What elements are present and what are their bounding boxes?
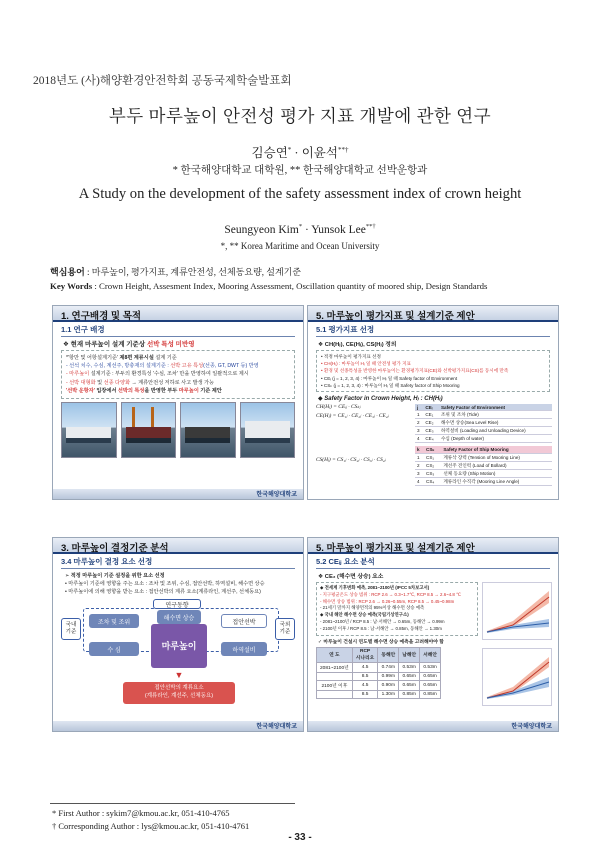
table-cell: 해수면 상승(Sea Level Rise) (439, 419, 552, 427)
slide-title: 5. 마루높이 평가지표 및 설계기준 제안 (308, 306, 558, 322)
table-cell: CS₃ (424, 470, 441, 478)
ship-photo (61, 402, 117, 458)
table-cell (317, 672, 353, 680)
table-cell: 계류라인 수직각 (Mooring Line Angle) (441, 478, 552, 486)
table-header-cell: 남해안 (399, 647, 420, 662)
table-cell: CE₃ (423, 427, 439, 435)
environment-factor-table (415, 404, 552, 443)
port-photo (121, 402, 177, 458)
sea-level-table (316, 647, 441, 699)
table-row (415, 478, 552, 486)
domestic-standard-node: 국내 기준 (61, 618, 81, 640)
ship-photo (240, 402, 296, 458)
factor-diagram (61, 598, 295, 716)
table-cell (317, 690, 353, 698)
slide-point: ❖ CH(Hⱼ), CE(Hⱼ), CS(Hⱼ) 정의 (318, 342, 397, 348)
university-logo: 한국해양대학교 (511, 724, 552, 730)
table-row (317, 680, 441, 690)
table-header-cell: k (415, 446, 424, 454)
table-row (317, 672, 441, 680)
university-logo: 한국해양대학교 (256, 724, 297, 730)
affiliation-english: *, ** Korea Maritime and Ocean University (220, 241, 380, 251)
slide-point: ❖ CE₂ (해수면 상승) 요소 (318, 574, 384, 580)
table-header-cell: CSₖ (424, 446, 441, 454)
water-depth-node: 수 심 (89, 642, 139, 656)
table-cell: 4 (415, 478, 424, 486)
ship-photos (61, 402, 295, 458)
table-cell: 0.99m (378, 672, 399, 680)
table-cell: 0.65m (420, 680, 441, 690)
keywords-korean: 핵심용어 : 마루높이, 평가지표, 계류안전성, 선체동요량, 설계기준 (50, 267, 302, 277)
factor-list: ➢ 적정 마루높이 기준 설정을 위한 요소 선정 • 마루높이 기준에 영향을 주는 요소 : 조차 및 조위, 수심, 접안선박, 하역설비, 해수면 상승 • 마루높이에 의해 영향을 받는 요소 : 접안선박의 계류 요소(계류라인, 계선주, 선체동요) (65, 573, 265, 595)
table-cell: 0.90m (378, 680, 399, 690)
safety-factor-heading: ◆ Safety Factor in Crown Height, Hⱼ : CH(Hⱼ) (318, 396, 443, 403)
table-cell: CE₄ (423, 435, 439, 443)
mooring-element-node: 접안선박의 계류요소 (계류라인, 계선주, 선체동요) (123, 682, 235, 704)
table-cell: 수심 (Depth of water) (439, 435, 552, 443)
table-cell: 0.85m (399, 690, 420, 698)
table-cell: 3 (415, 470, 424, 478)
table-header-cell: Safety Factor of Ship Mooring (441, 446, 552, 454)
sea-level-chart (482, 648, 552, 706)
table-header-cell: CEᵢ (423, 404, 439, 411)
slide-point: ❖ 현재 마루높이 설계 기준상 선박 특성 미반영 (63, 341, 195, 348)
table-cell: 4 (415, 435, 423, 443)
definition-box: • 적정 마루높이 평가지표 선정 • CH(Hⱼ) : 마루높이 Hⱼ 일 때 안전성 평가 지표 • 환경 및 선종특성을 반영한 마루높이는 환경평가지표(CE)와 선박평가지표(CS)를 동시에 만족 • CEᵢ (j = 1, 2, 3, 4) : 마루높이 Hⱼ 일 때 Safety factor of Environment • CSₖ (j = 1, 2, 3, 4) : 마루높이 Hⱼ 일 때 Safety factor of Ship Mooring (316, 350, 550, 392)
footnote-first-author: * First Author : sykim7@kmou.ac.kr, 051-410-4765 (52, 808, 230, 818)
table-cell: 하역설비 (Loading and Unloading Device) (439, 427, 552, 435)
table-row (415, 419, 552, 427)
table-cell: 계선주 견인력 (Load of Bollard) (441, 462, 552, 470)
table-cell: 0.65m (420, 672, 441, 680)
slide-subtitle: 5.2 CEᵢⱼ 요소 분석 (316, 557, 375, 566)
foreign-standard-node: 국외 기준 (275, 618, 295, 640)
slide-title: 1. 연구배경 및 목적 (53, 306, 303, 322)
cargo-device-node: 하역설비 (221, 642, 267, 656)
slide-research-background (52, 305, 304, 500)
table-cell: CE₁ (423, 411, 439, 419)
table-cell: 0.53m (420, 662, 441, 672)
table-cell: 1 (415, 454, 424, 462)
table-header-cell: 서해안 (420, 647, 441, 662)
table-cell: 선체 동요량 (Ship Motion) (441, 470, 552, 478)
table-row (415, 470, 552, 478)
table-cell: 0.53m (399, 662, 420, 672)
table-row (415, 462, 552, 470)
table-cell: 0.74m (378, 662, 399, 672)
table-row (415, 454, 552, 462)
table-cell: CS₄ (424, 478, 441, 486)
table-cell: 1 (415, 411, 423, 419)
table-cell: 2100년 이후 (317, 680, 353, 690)
sea-level-box: ◆ 전세계 기후변화 예측, 2081~2100년 (IPCC 5차보고서) - 지구평균온도 상승 범위 : RCP 2.6 → 0.3~1.7℃, RCP 8.5 → 2.6~4.8 ℃ - 해수면 상승 범위 : RCP 2.6 → 0.26~0.55m, RCP 8.5 → 0.45~0.98m - 21세기 말까지 해양면적의 95%이상 해수면 상승 예측 ◆ 국내 해안 해수면 상승 예측(국립기상연구소) - 2081~2100년 / RCP 8.5 : 남·서해안 → 0.65m, 동해안 → 0.99m - 2100년 이후 / RCP 8.5 : 남·서해안 → 0.85m, 동해안 → 1.30m (316, 582, 478, 636)
arrow-down-icon: ▼ (174, 670, 184, 680)
title-korean: 부두 마루높이 안전성 평가 지표 개발에 관한 연구 (108, 106, 492, 126)
table-row (415, 427, 552, 435)
slide-subtitle: 3.4 마루높이 결정 요소 선정 (61, 557, 153, 566)
table-cell: 4.5 (352, 680, 378, 690)
sea-level-node: 해수면 상승 (157, 610, 201, 624)
table-cell: 조위 및 조차 (Tide) (439, 411, 552, 419)
sea-level-charts (482, 582, 552, 711)
footnote-corresponding-author: † Corresponding Author : lys@kmou.ac.kr, 051-410-4761 (52, 821, 250, 831)
table-header-cell: j (415, 404, 423, 411)
formula-ce: CE(Hⱼ) = CE₁ⱼ · CE₂ⱼ · CE₃ⱼ · CE₄ⱼ (316, 413, 389, 420)
table-header-cell: Safety Factor of Environment (439, 404, 552, 411)
table-row (317, 662, 441, 672)
slide-subtitle: 1.1 연구 배경 (61, 325, 105, 334)
table-header-cell: RCP 시나리오 (352, 647, 378, 662)
table-cell: 2081~2100년 (317, 662, 353, 672)
table-cell: 2 (415, 419, 423, 427)
slide-crown-height-criteria (52, 537, 304, 732)
berthing-ship-node: 접안선박 (221, 614, 267, 628)
table-header-cell: 동해안 (378, 647, 399, 662)
table-cell: CS₂ (424, 462, 441, 470)
mooring-factor-table (415, 446, 552, 486)
table-cell: 4.5 (352, 662, 378, 672)
table-header-cell: 연 도 (317, 647, 353, 662)
table-row (415, 411, 552, 419)
authors-korean: 김승연* · 이윤석**† (251, 145, 349, 160)
slide-subtitle: 5.1 평가지표 선정 (316, 325, 375, 334)
slide-ce-analysis (307, 537, 559, 732)
slide-index-selection (307, 305, 559, 500)
formula-ch: CH(Hⱼ) = CEᵢⱼ · CSₖⱼ (316, 404, 361, 411)
table-cell: 1.30m (378, 690, 399, 698)
table-cell: 계류삭 장력 (Tension of Mooring Line) (441, 454, 552, 462)
title-english: A Study on the development of the safety assessment index of crown height (78, 186, 522, 202)
conclusion-note: ✓ 마루높이 건설시 연도별 해수면 상승 예측을 고려해야야 함 (318, 639, 444, 645)
conference-header: 2018년도 (사)해양환경안전학회 공동국제학술발표회 (33, 75, 292, 87)
slide-title: 3. 마루높이 결정기준 분석 (53, 538, 303, 554)
ship-photo (180, 402, 236, 458)
background-box: *'항만 및 어항설계기준' 제8편 계류시설 설계 기준 - 선석 치수, 수심, 계선주, 방충재의 설계기준 : 선박 고유 특성(선종, GT, DWT 등) 반영 - 마루높이 설계기준 : 부두의 환경특성 '수심, 조차' 만을 반영하여 일괄적으로 제시 - 선박 대형화 및 선종 다양화 → 계류안전성 저하로 사고 발생 가능 '선박 운항자' 입장에서 선박의 특성을 반영한 부두 마루높이 기준 제안 (61, 350, 295, 399)
footnote-divider (50, 803, 295, 804)
table-cell: 0.65m (399, 680, 420, 690)
table-row (415, 435, 552, 443)
affiliation-korean: * 한국해양대학교 대학원, ** 한국해양대학교 선박운항과 (172, 165, 428, 176)
keywords-english: Key Words : Crown Height, Assesment Index, Mooring Assessment, Oscillation quantity of moored ship, Design Standards (50, 281, 488, 291)
table-cell: CE₂ (423, 419, 439, 427)
table-cell: 8.5 (352, 672, 378, 680)
table-row (317, 690, 441, 698)
table-cell: 0.85m (420, 690, 441, 698)
research-trend-label: 연구동향 (153, 599, 201, 609)
temperature-chart (482, 582, 552, 640)
table-cell: 0.65m (399, 672, 420, 680)
formula-cs: CS(Hⱼ) = CS₁ⱼ · CS₂ⱼ · CS₃ⱼ · CS₄ⱼ (316, 457, 386, 464)
slide-title: 5. 마루높이 평가지표 및 설계기준 제안 (308, 538, 558, 554)
university-logo: 한국해양대학교 (256, 492, 297, 498)
tide-node: 조차 및 조위 (89, 614, 139, 628)
authors-english: Seungyeon Kim* · Yunsok Lee**† (224, 223, 376, 236)
table-cell: CS₁ (424, 454, 441, 462)
table-cell: 8.5 (352, 690, 378, 698)
table-cell: 2 (415, 462, 424, 470)
page-number: - 33 - (288, 832, 312, 843)
table-cell: 3 (415, 427, 423, 435)
crown-height-node: 마루높이 (151, 624, 207, 668)
